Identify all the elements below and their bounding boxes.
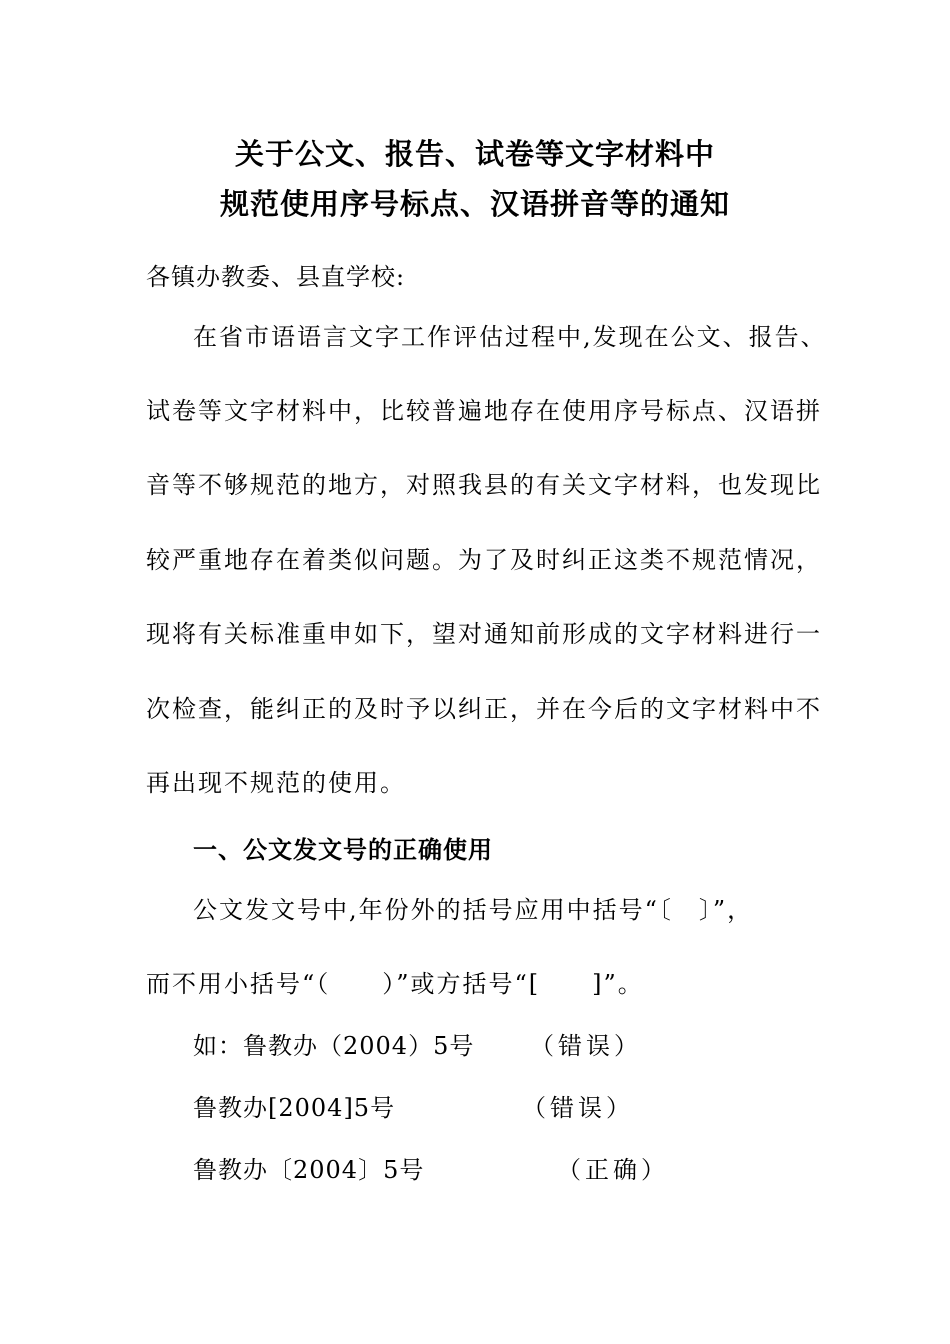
example-text: 鲁教办〔2004〕5号 — [193, 1156, 425, 1184]
example-note: （正确） — [557, 1156, 669, 1184]
paragraph-line: 音等不够规范的地方，对照我县的有关文字材料，也发现比 — [146, 471, 822, 499]
section-paragraph-line: 而不用小括号“（ ）”或方括号“[ ]”。 — [146, 970, 644, 998]
document-title-line-2: 规范使用序号标点、汉语拼音等的通知 — [219, 187, 730, 221]
paragraph-line: 现将有关标准重申如下，望对通知前形成的文字材料进行一 — [146, 620, 822, 648]
example-text: 如：鲁教办（2004）5号 — [193, 1032, 475, 1060]
paragraph-line: 较严重地存在着类似问题。为了及时纠正这类不规范情况， — [146, 546, 822, 574]
example-note: （错误） — [530, 1032, 642, 1060]
example-note: （错误） — [522, 1094, 634, 1122]
paragraph-line: 在省市语语言文字工作评估过程中,发现在公文、报告、 — [193, 323, 827, 351]
paragraph-line: 试卷等文字材料中，比较普遍地存在使用序号标点、汉语拼 — [146, 397, 822, 425]
section-heading: 一、公文发文号的正确使用 — [193, 836, 493, 864]
salutation: 各镇办教委、县直学校: — [146, 263, 406, 291]
example-text: 鲁教办[2004]5号 — [193, 1094, 396, 1122]
paragraph-line: 次检查，能纠正的及时予以纠正，并在今后的文字材料中不 — [146, 695, 822, 723]
document-title-line-1: 关于公文、报告、试卷等文字材料中 — [234, 137, 715, 171]
section-paragraph-line: 公文发文号中,年份外的括号应用中括号“〔 〕”， — [193, 896, 754, 924]
paragraph-line: 再出现不规范的使用。 — [146, 769, 406, 797]
